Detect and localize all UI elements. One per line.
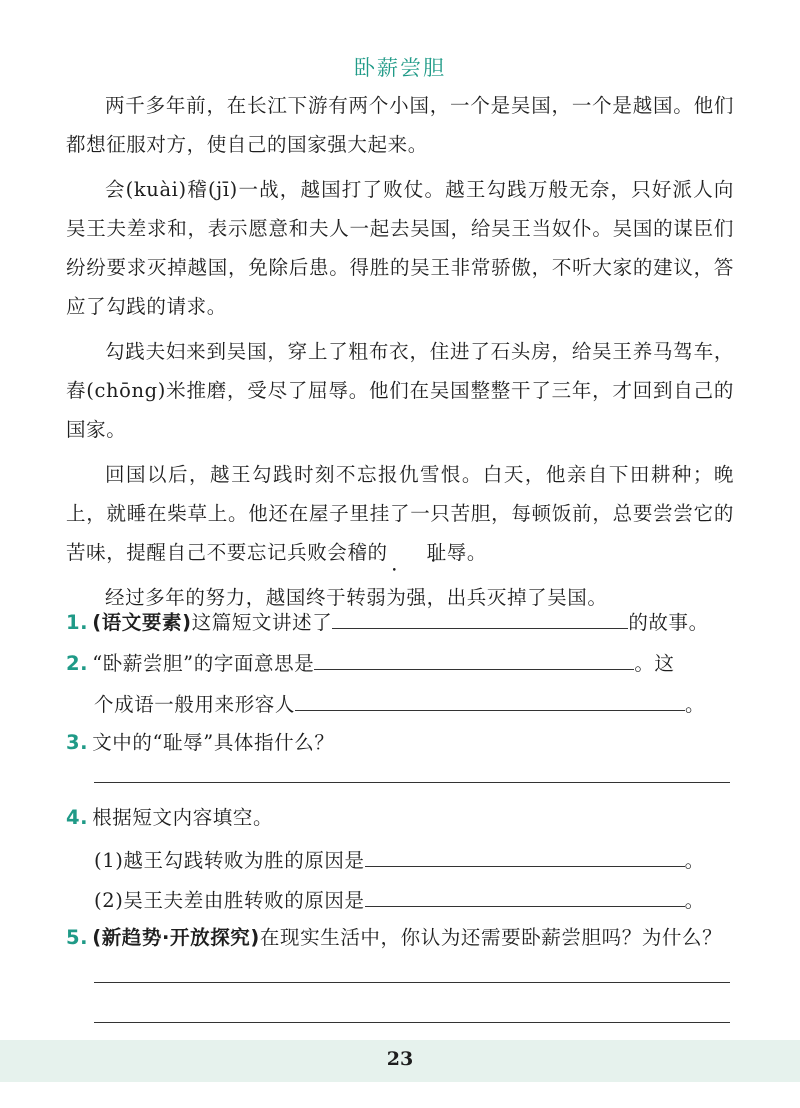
- story-body: [66, 86, 734, 623]
- story-paragraph-3: 勾践夫妇来到吴国，穿上了粗布衣，住进了石头房，给吴王养马驾车，舂(chōng)米推磨，受尽了屈辱。他们在吴国整整干了三年，才回到自己的国家。: [66, 340, 734, 441]
- question-text: 根据短文内容填空。: [92, 806, 274, 829]
- question-5: [66, 924, 736, 952]
- paragraph-4-text: 回国以后，越王勾践时刻不忘报仇雪恨。白天，他亲自下田耕种；晚上，就睡在柴草上。他还在屋子里挂了一只苦胆，每顿饭前，总要尝尝它的苦味，提醒自己不要忘记兵败会稽的: [66, 463, 734, 564]
- question-2-line-2: [66, 688, 764, 719]
- story-paragraph-1: 两千多年前，在长江下游有两个小国，一个是吴国，一个是越国。他们都想征服对方，使自己的国家强大起来。: [66, 94, 734, 156]
- answer-line-3[interactable]: [94, 782, 730, 783]
- question-number: 1.: [66, 611, 89, 634]
- question-text: 文中的“耻辱”具体指什么？: [92, 731, 335, 754]
- question-text: 这篇短文讲述了: [191, 611, 333, 634]
- answer-blank-2b[interactable]: [295, 688, 685, 711]
- question-text-end: 。: [685, 693, 706, 716]
- question-number: 3.: [66, 731, 89, 754]
- paragraph-4-end: 。: [466, 541, 487, 564]
- question-text: (1)越王勾践转败为胜的原因是: [94, 849, 365, 872]
- story-title: 卧薪尝胆: [354, 56, 446, 80]
- story-paragraph-4: [66, 455, 734, 572]
- question-text-end: 。: [684, 889, 705, 912]
- page-number: 23: [386, 1048, 414, 1070]
- question-4-part-2: [66, 884, 764, 915]
- question-tag: (语文要素): [92, 611, 192, 634]
- question-4: [66, 804, 736, 832]
- answer-line-5b[interactable]: [94, 1022, 730, 1023]
- question-text: (2)吴王夫差由胜转败的原因是: [94, 889, 365, 912]
- question-number: 5.: [66, 926, 89, 949]
- question-4-part-1: [66, 844, 764, 875]
- question-number: 4.: [66, 806, 89, 829]
- emphasized-word: 耻辱 • •: [388, 533, 467, 572]
- answer-blank-1[interactable]: [332, 606, 628, 629]
- question-text-end: 。这: [634, 652, 675, 675]
- story-paragraph-5: 经过多年的努力，越国终于转弱为强，出兵灭掉了吴国。: [105, 586, 608, 609]
- question-text: 个成语一般用来形容人: [94, 693, 296, 716]
- answer-blank-4-2[interactable]: [365, 884, 685, 907]
- question-3: [66, 729, 736, 757]
- question-2: [66, 647, 736, 678]
- answer-line-5a[interactable]: [94, 982, 730, 983]
- question-text-end: 。: [684, 849, 705, 872]
- question-number: 2.: [66, 652, 89, 675]
- question-text-end: 的故事。: [628, 611, 709, 634]
- question-text: 在现实生活中，你认为还需要卧薪尝胆吗？为什么？: [259, 926, 723, 949]
- question-1: [66, 606, 736, 637]
- question-tag: (新趋势·开放探究): [92, 926, 260, 949]
- answer-blank-2a[interactable]: [314, 647, 634, 670]
- story-paragraph-2: 会(kuài)稽(jī)一战，越国打了败仗。越王勾践万般无奈，只好派人向吴王夫差求和，表示愿意和夫人一起去吴国，给吴王当奴仆。吴国的谋臣们纷纷要求灭掉越国，免除后患。得胜的吴王非常骄傲，不听大家的建议，答应了勾践的请求。: [66, 178, 734, 318]
- question-text: “卧薪尝胆”的字面意思是: [92, 652, 315, 675]
- answer-blank-4-1[interactable]: [365, 844, 685, 867]
